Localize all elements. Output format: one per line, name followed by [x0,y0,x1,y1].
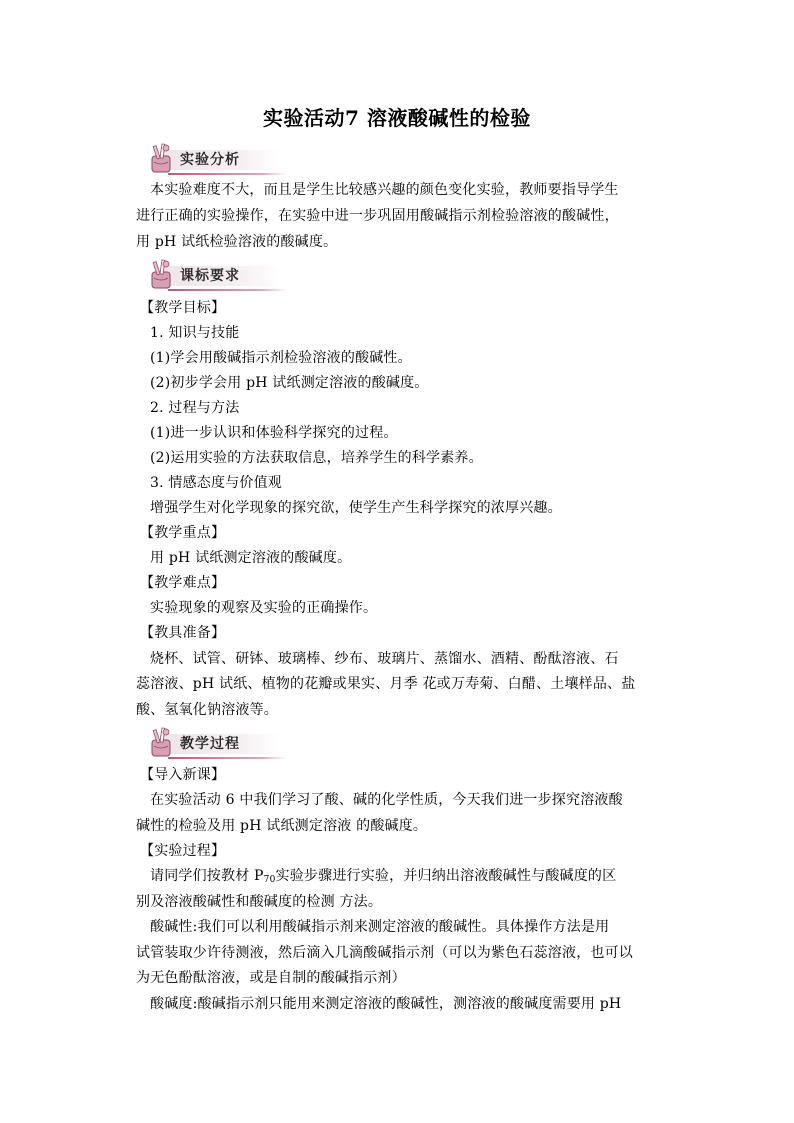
analysis-line-3: 用 pH 试纸检验溶液的酸碱度。 [136,234,338,250]
pencil-cup-icon [146,258,180,292]
pencil-cup-icon [146,142,180,176]
analysis-line-2: 进行正确的实验操作，在实验中进一步巩固用酸碱指示剂检验溶液的酸碱性， [136,208,619,224]
goal-item-2b: (2)运用实验的方法获取信息，培养学生的科学素养。 [150,450,483,466]
page-title: 实验活动7 溶液酸碱性的检验 [263,106,531,130]
degree-line: 酸碱度:酸碱指示剂只能用来测定溶液的酸碱性，测溶液的酸碱度需要用 pH [150,996,622,1012]
header-underline [168,757,286,759]
section-label: 课标要求 [180,268,240,284]
section-label: 教学过程 [180,736,240,752]
experiment-line-2: 别及溶液酸碱性和酸碱度的检测 方法。 [136,894,383,910]
experiment-line-1-post: 实验步骤进行实验，并归纳出溶液酸碱性与酸碱度的区 [275,868,617,884]
experiment-line-1-pre: 请同学们按教材 P [150,868,264,884]
pencil-cup-icon [146,726,180,760]
goal-item-2a: (1)进一步认识和体验科学探究的过程。 [150,425,398,441]
goals-heading: 【教学目标】 [140,300,226,316]
tools-heading: 【教具准备】 [140,625,226,641]
analysis-line-1: 本实验难度不大，而且是学生比较感兴趣的颜色变化实验，教师要指导学生 [150,182,619,198]
intro-line-1: 在实验活动 6 中我们学习了酸、碱的化学性质，今天我们进一步探究溶液酸 [150,792,623,808]
tools-line-1: 烧杯、试管、研钵、玻璃棒、纱布、玻璃片、蒸馏水、酒精、酚酞溶液、石 [150,651,619,667]
section-header-standard [146,258,286,294]
goal-item-3: 3. 情感态度与价值观 [150,475,283,491]
acid-line-2: 试管装取少许待测液，然后滴入几滴酸碱指示剂（可以为紫色石蕊溶液，也可以 [136,945,633,961]
difficult-text: 实验现象的观察及实验的正确操作。 [150,600,378,616]
page-ref-subscript: 70 [263,875,276,885]
key-heading: 【教学重点】 [140,525,226,541]
goal-item-1b: (2)初步学会用 pH 试纸测定溶液的酸碱度。 [150,375,429,391]
header-underline [168,289,286,291]
tools-line-2: 蕊溶液、pH 试纸、植物的花瓣或果实、月季 花或万寿菊、白醋、土壤样品、盐 [136,676,636,692]
experiment-line-1 [150,867,684,889]
header-underline [168,173,286,175]
section-header-process [146,726,286,762]
acid-line-3: 为无色酚酞溶液，或是自制的酸碱指示剂） [136,970,406,986]
goal-item-2: 2. 过程与方法 [150,400,240,416]
intro-heading: 【导入新课】 [140,767,226,783]
section-label: 实验分析 [180,152,240,168]
experiment-heading: 【实验过程】 [140,843,226,859]
goal-item-3a: 增强学生对化学现象的探究欲，使学生产生科学探究的浓厚兴趣。 [150,500,562,516]
key-text: 用 pH 试纸测定溶液的酸碱度。 [150,550,352,566]
difficult-heading: 【教学难点】 [140,575,226,591]
acid-line-1: 酸碱性:我们可以利用酸碱指示剂来测定溶液的酸碱性。具体操作方法是用 [150,919,610,935]
tools-line-3: 酸、氢氧化钠溶液等。 [136,702,278,718]
goal-item-1a: (1)学会用酸碱指示剂检验溶液的酸碱性。 [150,350,412,366]
goal-item-1: 1. 知识与技能 [150,325,240,341]
section-header-analysis [146,142,286,178]
intro-line-2: 碱性的检验及用 pH 试纸测定溶液 的酸碱度。 [136,818,428,834]
